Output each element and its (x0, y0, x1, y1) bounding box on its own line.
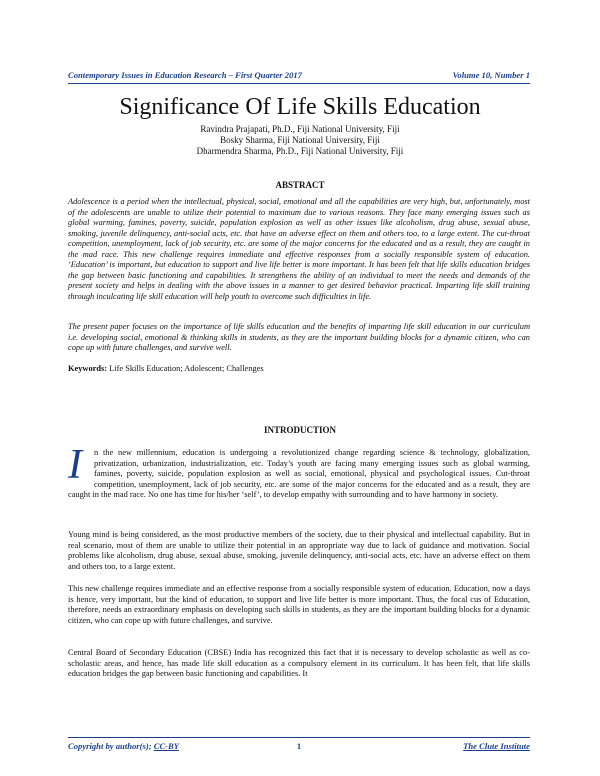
page-footer (68, 741, 530, 753)
footer-rule (68, 737, 530, 738)
page-number: 1 (296, 741, 302, 751)
author-line: Bosky Sharma, Fiji National University, Fiji (220, 135, 380, 145)
publisher-name: The Clute Institute (463, 741, 530, 751)
abstract-paragraph: Adolescence is a period when the intellectual, physical, social, emotional and all the capabilities are very high, but, unfortunately, most of the adolescents are unable to utilize their potential to maximum due to various reasons. They face many emerging issues such as global warming, famines, poverty, suicide, population explosion as well as other issues like alcoholism, drug abuse, sexual abuse, smoking, juvenile delinquency, anti-social acts, etc. that have an adverse effect on them and others too, to a large extent. The cut-throat competition, unemployment, lack of job security, etc. are some of the major concerns for the educated and as a result, they are caught in the mad race. This new challenge requires immediate and effective responses from a socially responsible system of education. ‘Education’ is important, but education to support and live life better is more important. It has been felt that life skills education bridges the gap between basic functioning and capabilities. It strengthens the ability of an individual to meet the needs and demands of the present society and helps in dealing with the above issues in a manner to get desired behavior practical. Imparting life skill training through inculcating life skill education will help youth to overcome such difficulties in life. (68, 197, 530, 301)
body-paragraph: This new challenge requires immediate and an effective response from a socially responsible system of education. Education, now a days is hence, very important, but the kind of education, to support and live life better is more important. Thus, the focal cus of Education, therefore, needs an extraordinary emphasis on developing such skills in students, as they are the important building blocks for a dynamic citizen, who can cope up with future challenges, and survive. (68, 584, 530, 625)
body-paragraph (68, 442, 530, 501)
license-link[interactable]: CC-BY (153, 741, 180, 751)
author-list (0, 124, 600, 157)
volume-number: Volume 10, Number 1 (452, 70, 530, 80)
keywords-label: Keywords: (68, 364, 108, 373)
abstract-heading: ABSTRACT (275, 180, 325, 190)
body-paragraph: Central Board of Secondary Education (CBSE) India has recognized this fact that it is necessary to develop scholastic as well as co-scholastic areas, and hence, has made life skill education as a compulsory element in its curriculum. It has been felt, that life skills education bridges the gap between basic functioning and capabilities. It (68, 648, 530, 678)
introduction-heading: INTRODUCTION (263, 425, 336, 435)
keywords-text: Life Skills Education; Adolescent; Challenges (109, 364, 264, 373)
copyright-text: Copyright by author(s); (68, 741, 152, 751)
journal-name: Contemporary Issues in Education Research – First Quarter 2017 (68, 70, 302, 80)
body-paragraph: Young mind is being considered, as the most productive members of the society, due to their physical and intellectual capability. But in real scenario, most of them are unable to utilize their potential in an appropriate way due to lack of guidance and motivation. Social problems like alcoholism, drug abuse, sexual abuse, smoking, juvenile delinquency, anti-social acts, etc. have an adverse effect on them and others too, to a large extent. (68, 530, 530, 571)
running-header (68, 70, 530, 82)
drop-cap: I (68, 442, 82, 488)
paper-title: Significance Of Life Skills Education (119, 94, 481, 120)
author-line: Dharmendra Sharma, Ph.D., Fiji National University, Fiji (196, 146, 404, 156)
body-text: n the new millennium, education is undergoing a revolutionized change regarding science & technology, globalization, privatization, urbanization, industrialization, etc. Today’s youth are facing many emerging issues such as global warming, famines, poverty, suicide, population explosion as well as social, emotional, physical and psychological issues. Cut-throat competition, unemployment, lack of job security, etc. are some of the major concerns for the educated and as a result, they are caught in the mad race. No one has time for his/her ‘self’, to develop empathy with surrounding and to have harmony in society. (68, 448, 530, 499)
author-line: Ravindra Prajapati, Ph.D., Fiji National University, Fiji (200, 124, 400, 134)
header-rule (68, 83, 530, 84)
abstract-paragraph: The present paper focuses on the importance of life skills education and the benefits of imparting life skill education in our curriculum i.e. developing social, emotional & thinking skills in students, as they are the important building blocks for a dynamic citizen, who can cope up with future challenges, and survive well. (68, 322, 530, 352)
keywords (68, 364, 530, 373)
